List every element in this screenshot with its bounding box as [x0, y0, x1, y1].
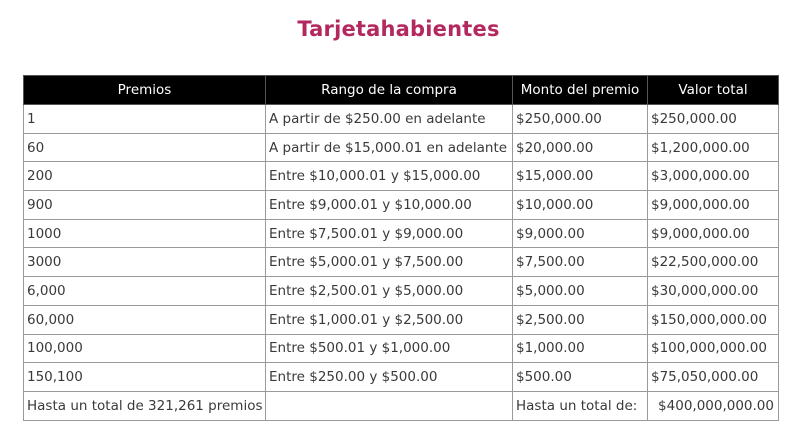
cell-premios: 60,000: [24, 305, 266, 334]
cell-valor: $9,000,000.00: [648, 219, 779, 248]
cell-valor: $75,050,000.00: [648, 363, 779, 392]
cell-rango: Entre $9,000.01 y $10,000.00: [266, 191, 513, 220]
cell-premios: 900: [24, 191, 266, 220]
cell-valor: $100,000,000.00: [648, 334, 779, 363]
cell-valor: $3,000,000.00: [648, 162, 779, 191]
cell-monto: $20,000.00: [513, 133, 648, 162]
table-row: [24, 219, 779, 248]
cell-premios: 200: [24, 162, 266, 191]
cell-valor: $22,500,000.00: [648, 248, 779, 277]
cell-valor: $30,000,000.00: [648, 277, 779, 306]
table-row: [24, 191, 779, 220]
cell-monto: $1,000.00: [513, 334, 648, 363]
cell-rango: Entre $10,000.01 y $15,000.00: [266, 162, 513, 191]
cell-rango: Entre $2,500.01 y $5,000.00: [266, 277, 513, 306]
cell-rango: A partir de $250.00 en adelante: [266, 105, 513, 134]
cell-rango: Entre $500.01 y $1,000.00: [266, 334, 513, 363]
table-row: [24, 248, 779, 277]
total-premios-cell: Hasta un total de 321,261 premios: [24, 391, 266, 420]
cell-monto: $2,500.00: [513, 305, 648, 334]
cell-premios: 6,000: [24, 277, 266, 306]
table-row: [24, 277, 779, 306]
cell-monto: $500.00: [513, 363, 648, 392]
cell-valor: $9,000,000.00: [648, 191, 779, 220]
table-row: [24, 162, 779, 191]
table-header-row: [24, 76, 779, 105]
table-row: [24, 363, 779, 392]
cell-monto: $9,000.00: [513, 219, 648, 248]
cell-rango: Entre $1,000.01 y $2,500.00: [266, 305, 513, 334]
cell-monto: $15,000.00: [513, 162, 648, 191]
table-row: [24, 105, 779, 134]
column-header-rango: Rango de la compra: [266, 76, 513, 105]
column-header-monto: Monto del premio: [513, 76, 648, 105]
cell-valor: $250,000.00: [648, 105, 779, 134]
total-label-cell: Hasta un total de:: [513, 391, 648, 420]
cell-rango: Entre $7,500.01 y $9,000.00: [266, 219, 513, 248]
cell-premios: 100,000: [24, 334, 266, 363]
column-header-premios: Premios: [24, 76, 266, 105]
table-total-row: [24, 391, 779, 420]
cell-rango: A partir de $15,000.01 en adelante: [266, 133, 513, 162]
page-title: Tarjetahabientes: [297, 17, 500, 41]
cell-premios: 3000: [24, 248, 266, 277]
cell-premios: 60: [24, 133, 266, 162]
cell-valor: $1,200,000.00: [648, 133, 779, 162]
cell-rango: Entre $5,000.01 y $7,500.00: [266, 248, 513, 277]
cell-monto: $7,500.00: [513, 248, 648, 277]
cell-monto: $250,000.00: [513, 105, 648, 134]
cell-rango: Entre $250.00 y $500.00: [266, 363, 513, 392]
cell-premios: 1000: [24, 219, 266, 248]
cell-valor: $150,000,000.00: [648, 305, 779, 334]
total-valor-cell: $400,000,000.00: [648, 391, 779, 420]
total-rango-cell: [266, 391, 513, 420]
table-row: [24, 305, 779, 334]
prizes-table: [23, 75, 779, 421]
cell-premios: 150,100: [24, 363, 266, 392]
table-row: [24, 334, 779, 363]
cell-monto: $5,000.00: [513, 277, 648, 306]
column-header-valor: Valor total: [648, 76, 779, 105]
table-row: [24, 133, 779, 162]
cell-monto: $10,000.00: [513, 191, 648, 220]
cell-premios: 1: [24, 105, 266, 134]
